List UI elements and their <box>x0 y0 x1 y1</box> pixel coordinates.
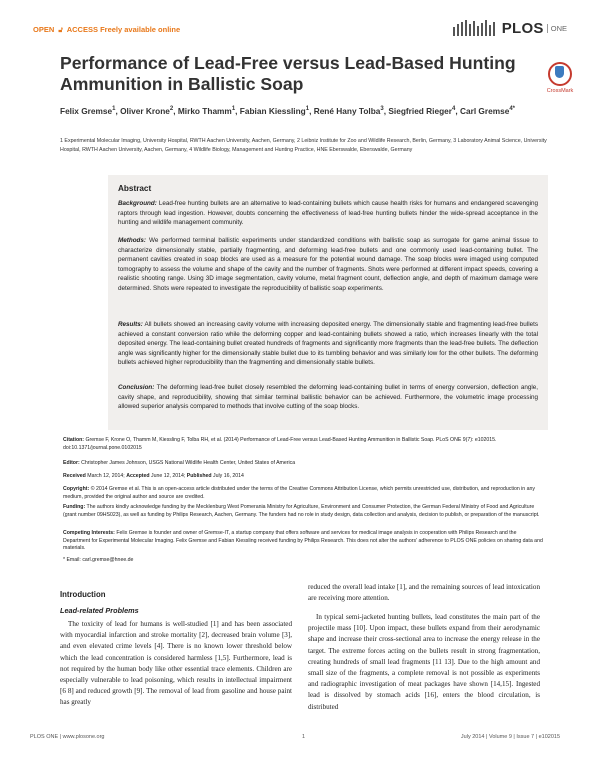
plos-barcode-icon <box>453 20 499 36</box>
abstract-methods: Methods: We performed terminal ballistic experiments under standardized conditions with ballistic soap as surrogate for game animal tissue to characterize dimensionally stable, partially fragmenting, and deforming lead-free bullets and one commonly used lead-containing bullet. The permanent cavities created in soap blocks are used as a measure for the potential wound damage. The soap blocks were imaged using computed tomography to assess the volume and shape of the cavity and the number of fragments. Shots were performed at different impact speeds, covering a realistic shooting range. Using 3D image segmentation, cavity volume, metal fragment count, deflection angle, and depth of maximum damage were determined. Shots were repeated to investigate the reproducibility of ballistic soap experiments. <box>118 237 539 292</box>
author-name[interactable]: Felix Gremse <box>60 105 113 116</box>
crossmark-label: CrossMark <box>546 88 574 94</box>
citation: Citation: Gremse F, Krone O, Thamm M, Kiessling F, Tolba RH, et al. (2014) Performance of Lead-Free versus Lead-Based Hunting Ammunition in Ballistic Soap. PLoS ONE 9(7): e102015. doi:10.1371/journal.pone.0102015 <box>63 437 497 451</box>
editor: Editor: Christopher James Johnson, USGS National Wildlife Health Center, United States of America <box>63 460 296 466</box>
plos-one-logo[interactable] <box>453 18 567 38</box>
corresponding-email[interactable]: * Email: carl.gremse@hnee.de <box>63 557 134 563</box>
body-paragraph-right-2: In typical semi-jacketed hunting bullets, lead constitutes the main part of the projectile mass [10]. Upon impact, these bullets expand from their aerodynamic shape and increase their cross-sectional area to increase the energy release in the target. The extreme forces acting on the bullets result in strong fragmentation, creating hundreds of small lead fragments [11 13]. Due to the high amount and small size of the fragments, a complete removal is not possible as experiments and radiographic investigation of meat packages have shown [14,15]. Ingested lead is dissolved by stomach acids [16], enters the blood circulation, is distributed <box>308 613 540 711</box>
subsection-title: Lead-related Problems <box>60 606 139 615</box>
author-name[interactable]: René Hany Tolba <box>313 105 381 116</box>
open-access-lock-icon: 🔓︎ <box>58 27 63 34</box>
plos-wordmark: PLOS <box>501 19 544 37</box>
article-title: Performance of Lead-Free versus Lead-Based Hunting Ammunition in Ballistic Soap <box>60 53 516 94</box>
crossmark-button[interactable] <box>546 62 574 94</box>
affiliations: 1 Experimental Molecular Imaging, University Hospital, RWTH Aachen University, Aachen, Germany, 2 Leibniz Institute for Zoo and Wildlife Research, Berlin, Germany, 3 Laboratory Animal Science, University Hospital, RWTH Aachen University, Aachen, Germany, 4 Wildlife Biology, Management and Hunting Practice, HNE Eberswalde, Eberswalde, Germany <box>60 138 547 153</box>
issue-info: July 2014 | Volume 9 | Issue 7 | e102015 <box>460 734 560 740</box>
copyright: Copyright: © 2014 Gremse et al. This is an open-access article distributed under the terms of the Creative Commons Attribution License, which permits unrestricted use, distribution, and reproduction in any medium, provided the original author and source are credited. <box>63 486 535 500</box>
dates: Received March 12, 2014; Accepted June 12, 2014; Published July 16, 2014 <box>63 473 244 479</box>
abstract-heading: Abstract <box>118 184 152 193</box>
page-number: 1 <box>302 734 306 740</box>
funding: Funding: The authors kindly acknowledge funding by the Mecklenburg West Pomerania Ministry for Agriculture, Environment and Consumer Protection, the German Federal Ministry of Food and Agriculture (grant number 09HS023), as well as funding by Philips Research, Aachen, Germany. The funders had no role in study design, data collection and analysis, decision to publish, or preparation of the manuscript. <box>63 504 540 518</box>
author-name[interactable]: Oliver Krone <box>120 105 170 116</box>
abstract-conclusion: Conclusion: The deforming lead-free bullet closely resembled the deforming lead-containing bullet in terms of energy conversion, deflection angle, cavity shape, and reproducibility, showing that similar terminal ballistic behavior can be achieved. Furthermore, the volumetric image processing allowed superior analysis compared to methods that involve cutting of the soap blocks. <box>118 384 538 410</box>
freely-available-label: Freely available online <box>100 25 181 34</box>
author-name[interactable]: Mirko Thamm <box>177 105 232 116</box>
abstract-box <box>108 175 548 430</box>
crossmark-icon <box>548 62 572 86</box>
abstract-background: Background: Lead-free hunting bullets are an alternative to lead-containing bullets which cause health risks for humans and endangered scavenging raptors through lead ingestion. However, doubts concerning the effectiveness of lead-free hunting bullets hinder the wide-spread acceptance in the hunting and wildlife management community. <box>118 200 539 226</box>
open-label: OPEN <box>33 25 55 34</box>
journal-url[interactable]: PLOS ONE | www.plosone.org <box>30 734 105 740</box>
author-list: Felix Gremse$^1$, Oliver Krone$^2$, Mirko Thamm$^1$, Fabian Kiessling$^1$, René Hany Tolba$^3$, Siegfried Rieger$^4$, Carl Gremse$^{4*}$ <box>60 105 516 116</box>
top-bar <box>33 19 567 38</box>
one-wordmark: ONE <box>547 24 567 33</box>
abstract-results: Results: All bullets showed an increasing cavity volume with increasing deposited energy. The dimensionally stable and fragmenting lead-free bullets achieved a constant conversion ratio while the deforming copper and lead-containing bullets showed a ratio, which increases linearly with the total deposited energy. The lead-containing bullet created hundreds of fragments and significantly more fragments than the lead-free bullets. The deflection angle was significantly higher for the dimensionally stable bullet due to its tumbling behavior and was similarly low for the other bullets. The deforming bullets achieved higher reproducibility than the fragmenting and dimensionally stable bullets. <box>118 321 538 366</box>
body-paragraph-left: The toxicity of lead for humans is well-studied [1] and has been associated with myocardial infarction and stroke mortality [2], decreased brain volume [3], and even elevated crime levels [4]. There is no known lower threshold below which the lead concentration is considered harmless [1,5]. Furthermore, lead is not required by the human body like other essential trace elements. Children are especially vulnerable to lead poisoning, which results in intellectual impairment [6 8] and reduced growth [9]. The removal of lead from gasoline and house paint has greatly <box>60 620 292 707</box>
access-label: ACCESS <box>66 25 98 34</box>
author-name[interactable]: Fabian Kiessling <box>239 105 306 116</box>
body-paragraph-right-1: reduced the overall lead intake [1], and the remaining sources of lead intoxication are receiving more attention. <box>308 583 540 603</box>
author-name[interactable]: Carl Gremse <box>459 105 510 116</box>
author-name[interactable]: Siegfried Rieger <box>388 105 453 116</box>
competing-interests: Competing Interests: Felix Gremse is founder and owner of Gremse-IT, a startup company that offers software and services for medical image analysis in cooperation with Philips Research and the Department for Experimental Molecular Imaging. Felix Gremse and Fabian Kiessling received funding by Philips Research. This does not alter the authors' adherence to PLOS ONE policies on sharing data and materials. <box>63 530 543 552</box>
section-title: Introduction <box>60 590 106 599</box>
open-access-badge <box>33 25 180 35</box>
